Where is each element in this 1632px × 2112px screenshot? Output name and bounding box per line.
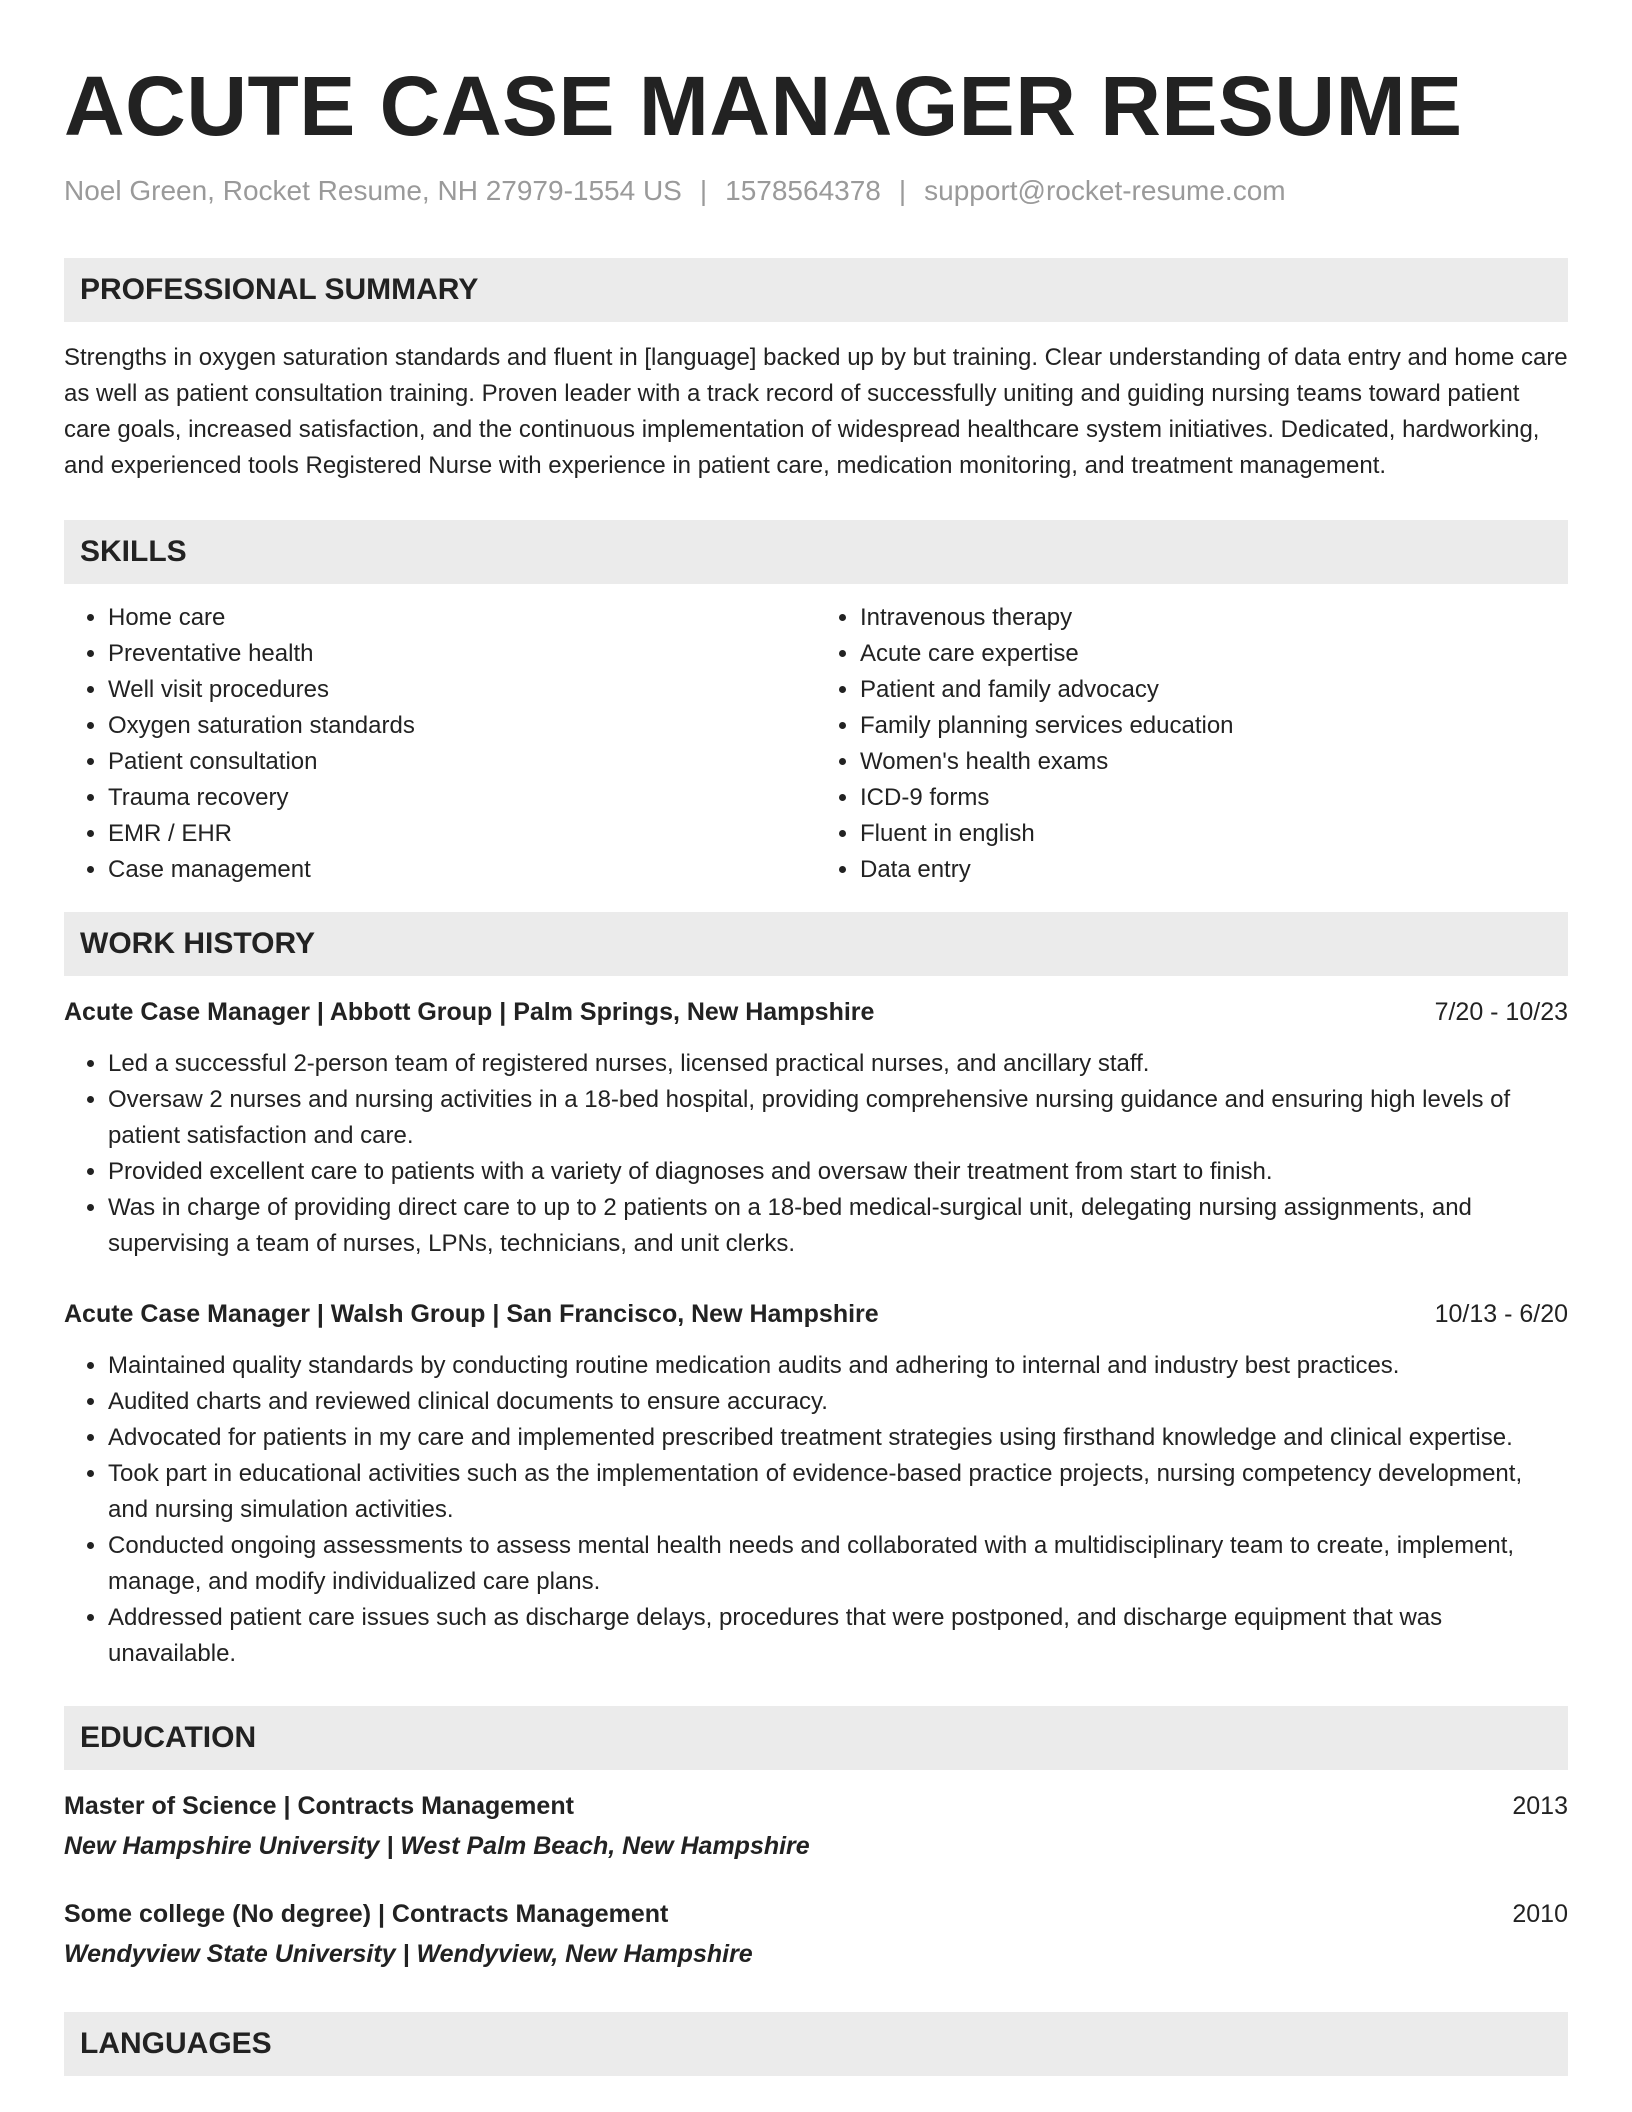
skills-list <box>64 600 1568 888</box>
contact-separator: | <box>699 175 708 206</box>
section-header-work-history: WORK HISTORY <box>64 912 1568 976</box>
skill-item: • Oxygen saturation standards <box>108 708 816 744</box>
contact-email: support@rocket-resume.com <box>924 175 1286 206</box>
education-year: 2013 <box>1512 1792 1568 1820</box>
skill-item: • EMR / EHR <box>108 816 816 852</box>
contact-separator: | <box>898 175 907 206</box>
job-bullets <box>64 1348 1568 1672</box>
skill-item: • Acute care expertise <box>860 636 1568 672</box>
job-bullet: • Advocated for patients in my care and implemented prescribed treatment strategies using firsthand knowledge and clinical expertise. <box>108 1420 1568 1456</box>
education-degree: Master of Science | Contracts Management <box>64 1792 574 1820</box>
job-bullet: • Was in charge of providing direct care to up to 2 patients on a 18-bed medical-surgical unit, delegating nursing assignments, and supervising a team of nurses, LPNs, technicians, and unit clerks. <box>108 1190 1568 1262</box>
job-bullet: • Addressed patient care issues such as discharge delays, procedures that were postponed, and discharge equipment that was unavailable. <box>108 1600 1568 1672</box>
skills-column-right <box>816 600 1568 888</box>
section-header-professional-summary: PROFESSIONAL SUMMARY <box>64 258 1568 322</box>
education-entry <box>64 1788 1568 1864</box>
education-school: New Hampshire University | West Palm Beach, New Hampshire <box>64 1832 810 1860</box>
job-header <box>64 1296 1568 1332</box>
education-entry <box>64 1896 1568 1972</box>
education-header <box>64 1788 1568 1824</box>
job-bullet: • Conducted ongoing assessments to assess mental health needs and collaborated with a multidisciplinary team to create, implement, manage, and modify individualized care plans. <box>108 1528 1568 1600</box>
job-bullet: • Oversaw 2 nurses and nursing activities in a 18-bed hospital, providing comprehensive nursing guidance and ensuring high levels of patient satisfaction and care. <box>108 1082 1568 1154</box>
resume-title: ACUTE CASE MANAGER RESUME <box>64 59 1463 153</box>
skill-item: • Family planning services education <box>860 708 1568 744</box>
section-header-skills: SKILLS <box>64 520 1568 584</box>
contact-phone: 1578564378 <box>725 175 881 206</box>
job-header <box>64 994 1568 1030</box>
job-entry <box>64 1296 1568 1672</box>
skill-item: • Home care <box>108 600 816 636</box>
contact-address: Noel Green, Rocket Resume, NH 27979-1554 US <box>64 175 682 206</box>
job-title: Acute Case Manager | Abbott Group | Palm Springs, New Hampshire <box>64 998 875 1026</box>
education-year: 2010 <box>1512 1900 1568 1928</box>
job-dates: 7/20 - 10/23 <box>1434 998 1568 1026</box>
skill-item: • Patient consultation <box>108 744 816 780</box>
job-bullet: • Took part in educational activities such as the implementation of evidence-based practice projects, nursing competency development, and nursing simulation activities. <box>108 1456 1568 1528</box>
skill-item: • Case management <box>108 852 816 888</box>
contact-line <box>64 174 1568 208</box>
skill-item: • Preventative health <box>108 636 816 672</box>
education-header <box>64 1896 1568 1932</box>
job-bullet: • Led a successful 2-person team of registered nurses, licensed practical nurses, and ancillary staff. <box>108 1046 1568 1082</box>
skill-item: • Fluent in english <box>860 816 1568 852</box>
job-entry <box>64 994 1568 1262</box>
job-bullet: • Audited charts and reviewed clinical documents to ensure accuracy. <box>108 1384 1568 1420</box>
professional-summary-text: Strengths in oxygen saturation standards and fluent in [language] backed up by but training. Clear understanding of data entry and home care as well as patient consultation training. Proven leader with a track record of successfully uniting and guiding nursing teams toward patient care goals, increased satisfaction, and the continuous implementation of widespread healthcare system initiatives. Dedicated, hardworking, and experienced tools Registered Nurse with experience in patient care, medication monitoring, and treatment management. <box>64 344 1568 479</box>
job-bullet: • Maintained quality standards by conducting routine medication audits and adhering to internal and industry best practices. <box>108 1348 1568 1384</box>
skill-item: • Patient and family advocacy <box>860 672 1568 708</box>
skill-item: • Women's health exams <box>860 744 1568 780</box>
job-bullet: • Provided excellent care to patients with a variety of diagnoses and oversaw their treatment from start to finish. <box>108 1154 1568 1190</box>
education-degree: Some college (No degree) | Contracts Management <box>64 1900 669 1928</box>
skill-item: • Trauma recovery <box>108 780 816 816</box>
education-school: Wendyview State University | Wendyview, New Hampshire <box>64 1940 753 1968</box>
section-header-languages: LANGUAGES <box>64 2012 1568 2076</box>
skill-item: • Data entry <box>860 852 1568 888</box>
skill-item: • Well visit procedures <box>108 672 816 708</box>
skills-column-left <box>64 600 816 888</box>
skill-item: • Intravenous therapy <box>860 600 1568 636</box>
job-bullets <box>64 1046 1568 1262</box>
job-title: Acute Case Manager | Walsh Group | San Francisco, New Hampshire <box>64 1300 879 1328</box>
section-header-education: EDUCATION <box>64 1706 1568 1770</box>
skill-item: • ICD-9 forms <box>860 780 1568 816</box>
job-dates: 10/13 - 6/20 <box>1434 1300 1568 1328</box>
